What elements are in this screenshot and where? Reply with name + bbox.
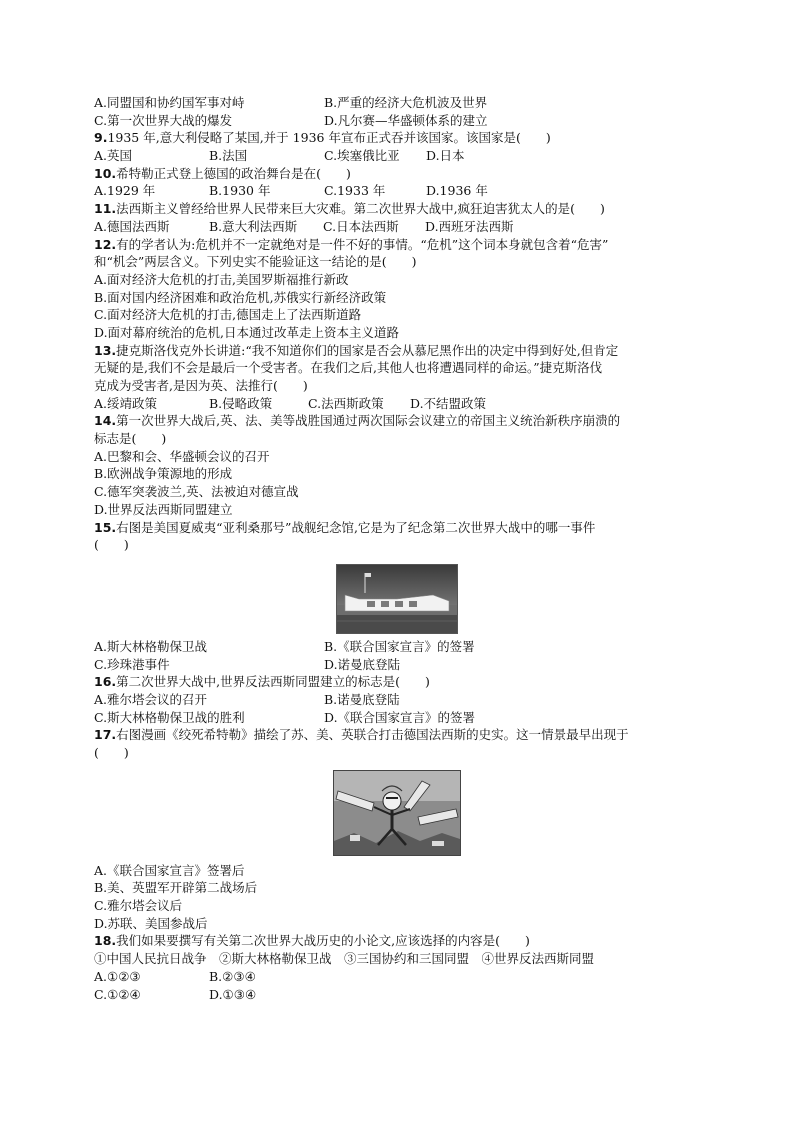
- q18-options-row-1: [94, 968, 700, 986]
- q16-options-row-2: [94, 709, 700, 727]
- q13-option-d: D.不结盟政策: [410, 395, 487, 411]
- q15-options-row-2: [94, 656, 700, 674]
- q17-stem-line-2: ( ): [94, 745, 129, 760]
- q14-option-c: C.德军突袭波兰,英、法被迫对德宣战: [94, 484, 299, 500]
- q10-options: [94, 182, 700, 200]
- q15-option-b: B.《联合国家宣言》的签署: [324, 638, 475, 654]
- q9-option-c: C.埃塞俄比亚: [324, 148, 400, 164]
- exam-page: [94, 94, 700, 1003]
- q12-stem-line-1: [94, 236, 700, 254]
- q15-option-d: D.诺曼底登陆: [324, 656, 401, 672]
- q8-options-row-2: [94, 112, 700, 130]
- q17-text-1: 右图漫画《绞死希特勒》描绘了苏、美、英联合打击德国法西斯的史实。这一情景最早出现于: [116, 727, 629, 743]
- q9-options: [94, 147, 700, 165]
- q16-option-d: D.《联合国家宣言》的签署: [324, 709, 476, 725]
- q8-option-b: B.严重的经济大危机波及世界: [324, 95, 488, 110]
- q17-figure: [94, 770, 700, 856]
- q11-option-d: D.西班牙法西斯: [425, 218, 514, 234]
- q14-option-b: B.欧洲战争策源地的形成: [94, 466, 233, 482]
- q13-option-a: A.绥靖政策: [94, 395, 158, 411]
- q14-option-d: D.世界反法西斯同盟建立: [94, 501, 233, 517]
- q15-figure: [94, 564, 700, 634]
- q13-option-c: C.法西斯政策: [308, 395, 384, 411]
- q10-option-b: B.1930 年: [209, 183, 271, 199]
- q12-option-c: C.面对经济大危机的打击,德国走上了法西斯道路: [94, 307, 362, 323]
- q11-text: 法西斯主义曾经给世界人民带来巨大灾难。第二次世界大战中,疯狂迫害犹太人的是( ): [116, 201, 605, 217]
- q15-stem-line-1: [94, 519, 700, 537]
- q9-option-a: A.英国: [94, 148, 133, 164]
- q16-options-row-1: [94, 691, 700, 709]
- q12-stem-line-2: 和“机会”两层含义。下列史实不能验证这一结论的是( ): [94, 254, 417, 270]
- q15-options-row-1: [94, 638, 700, 656]
- q12-number: 12.: [94, 236, 117, 252]
- q17-option-a: A.《联合国家宣言》签署后: [94, 862, 245, 878]
- q18-option-b: B.②③④: [209, 968, 256, 984]
- q8-options-row-1: [94, 94, 700, 112]
- q10-stem: [94, 165, 700, 183]
- q14-option-a: A.巴黎和会、华盛顿会议的召开: [94, 448, 270, 464]
- q18-option-c: C.①②④: [94, 986, 141, 1002]
- arizona-memorial-photo: [336, 564, 458, 634]
- q11-option-c: C.日本法西斯: [323, 218, 399, 234]
- q12-option-b: B.面对国内经济困难和政治危机,苏俄实行新经济政策: [94, 289, 387, 305]
- q15-option-a: A.斯大林格勒保卫战: [94, 638, 208, 654]
- q15-text-1: 右图是美国夏威夷“亚利桑那号”战舰纪念馆,它是为了纪念第二次世界大战中的哪一事件: [116, 519, 596, 535]
- q9-stem: [94, 129, 700, 147]
- q8-option-a: A.同盟国和协约国军事对峙: [94, 95, 245, 110]
- q18-options-row-2: [94, 986, 700, 1004]
- q13-stem-line-3: 克成为受害者,是因为英、法推行( ): [94, 378, 308, 393]
- q16-option-b: B.诺曼底登陆: [324, 691, 400, 707]
- q12-option-a: A.面对经济大危机的打击,美国罗斯福推行新政: [94, 271, 349, 287]
- q11-stem: [94, 200, 700, 218]
- q13-number: 13.: [94, 342, 117, 358]
- q9-option-b: B.法国: [209, 148, 248, 164]
- q13-stem-line-2: 无疑的是,我们不会是最后一个受害者。在我们之后,其他人也将遭遇同样的命运。”捷克斯洛伐: [94, 360, 603, 376]
- q14-stem-line-2: 标志是( ): [94, 431, 167, 447]
- q13-option-b: B.侵略政策: [209, 395, 273, 411]
- q10-option-a: A.1929 年: [94, 183, 156, 199]
- q15-number: 15.: [94, 519, 117, 535]
- q17-option-c: C.雅尔塔会议后: [94, 898, 183, 914]
- hang-hitler-cartoon: [333, 770, 461, 856]
- q11-number: 11.: [94, 201, 117, 217]
- q16-text: 第二次世界大战中,世界反法西斯同盟建立的标志是( ): [116, 674, 430, 690]
- q18-items: ①中国人民抗日战争 ②斯大林格勒保卫战 ③三国协约和三国同盟 ④世界反法西斯同盟: [94, 951, 595, 967]
- cartoon-illustration: [334, 771, 460, 855]
- memorial-illustration: [337, 565, 457, 633]
- q17-option-b: B.美、英盟军开辟第二战场后: [94, 880, 258, 896]
- q10-number: 10.: [94, 165, 117, 181]
- q12-text-1: 有的学者认为:危机并不一定就绝对是一件不好的事情。“危机”这个词本身就包含着“危害”: [116, 236, 609, 252]
- q14-text-1: 第一次世界大战后,英、法、美等战胜国通过两次国际会议建立的帝国主义统治新秩序崩溃的: [116, 413, 621, 429]
- q10-option-d: D.1936 年: [426, 183, 488, 199]
- q9-option-d: D.日本: [426, 148, 465, 164]
- q18-text: 我们如果要撰写有关第二次世界大战历史的小论文,应该选择的内容是( ): [116, 933, 530, 949]
- q18-option-a: A.①②③: [94, 968, 141, 984]
- q14-number: 14.: [94, 413, 117, 429]
- q8-option-c: C.第一次世界大战的爆发: [94, 112, 233, 128]
- q13-stem-line-1: [94, 342, 700, 360]
- q8-option-d: D.凡尔赛—华盛顿体系的建立: [324, 112, 488, 128]
- q16-number: 16.: [94, 674, 117, 690]
- q14-stem-line-1: [94, 412, 700, 430]
- q11-options: [94, 218, 700, 236]
- q11-option-b: B.意大利法西斯: [209, 218, 298, 234]
- q16-option-c: C.斯大林格勒保卫战的胜利: [94, 709, 245, 725]
- q17-option-d: D.苏联、美国参战后: [94, 915, 208, 931]
- q13-text-1: 捷克斯洛伐克外长讲道:“我不知道你们的国家是否会从慕尼黑作出的决定中得到好处,但肯定: [116, 342, 619, 358]
- q13-options: [94, 395, 700, 413]
- q12-option-d: D.面对幕府统治的危机,日本通过改革走上资本主义道路: [94, 324, 400, 340]
- q9-number: 9.: [94, 130, 108, 146]
- q15-option-c: C.珍珠港事件: [94, 656, 170, 672]
- q10-option-c: C.1933 年: [324, 183, 386, 199]
- q18-stem: [94, 932, 700, 950]
- q9-text: 1935 年,意大利侵略了某国,并于 1936 年宣布正式吞并该国家。该国家是( ): [107, 130, 551, 146]
- q16-stem: [94, 673, 700, 691]
- q18-option-d: D.①③④: [209, 986, 257, 1002]
- q17-stem-line-1: [94, 726, 700, 744]
- q10-text: 希特勒正式登上德国的政治舞台是在( ): [116, 165, 351, 181]
- q16-option-a: A.雅尔塔会议的召开: [94, 691, 208, 707]
- q15-stem-line-2: ( ): [94, 537, 129, 553]
- q18-number: 18.: [94, 933, 117, 949]
- q11-option-a: A.德国法西斯: [94, 218, 170, 234]
- q17-number: 17.: [94, 727, 117, 743]
